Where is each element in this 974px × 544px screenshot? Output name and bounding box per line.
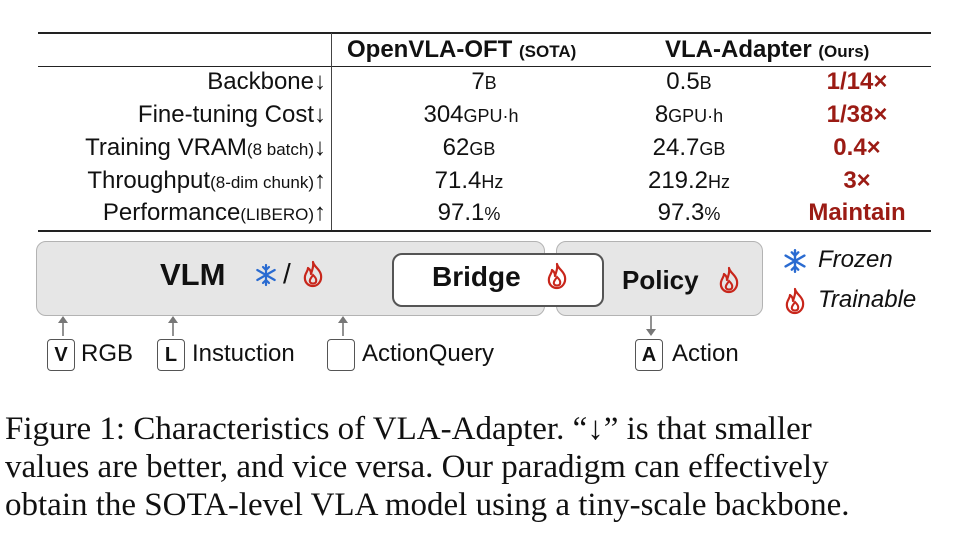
cell-unit: GB <box>469 139 496 159</box>
cell-vla-adapter-throughput <box>648 167 730 195</box>
figure-caption <box>5 410 970 524</box>
header-rule <box>38 66 931 67</box>
row-label-fine-tuning-cost <box>138 101 326 129</box>
vlm-slash: / <box>283 258 291 289</box>
legend-flame-icon <box>782 287 808 315</box>
cell-unit: Hz <box>708 172 731 192</box>
row-label-note: (8-dim chunk) <box>210 173 314 192</box>
cell-value: 71.4 <box>434 167 482 194</box>
header-vla-adapter <box>665 36 869 64</box>
row-arrow: ↓ <box>314 134 326 161</box>
cell-value: 62 <box>442 134 470 161</box>
column-divider <box>331 33 332 230</box>
rgb-label: RGB <box>81 340 134 367</box>
cell-unit: GPU·h <box>668 106 724 126</box>
row-arrow: ↓ <box>314 68 326 95</box>
flame-icon <box>716 266 742 294</box>
row-label-performance <box>103 199 326 227</box>
cell-value: 24.7 <box>652 134 700 161</box>
actionquery-tag <box>327 339 355 371</box>
actionquery-label: ActionQuery <box>362 340 495 367</box>
header-openvla-oft-name: OpenVLA-OFT <box>347 36 513 63</box>
ratio-fine-tuning-cost: 1/38× <box>826 101 888 128</box>
caption-line: values are better, and vice versa. Our paradigm can effectively <box>5 449 829 485</box>
cell-value: 97.1 <box>437 199 485 226</box>
row-label-text: Throughput <box>87 167 211 194</box>
action-tag: A <box>635 339 663 371</box>
cell-openvla-training-vram <box>443 134 496 162</box>
legend-snowflake-icon <box>782 248 808 274</box>
cell-value: 97.3 <box>657 199 705 226</box>
row-arrow: ↑ <box>314 199 326 226</box>
caption-line: Figure 1: Characteristics of VLA-Adapter. “↓” is that smaller <box>5 411 812 447</box>
header-vla-adapter-note: (Ours) <box>818 42 870 61</box>
row-label-note: (8 batch) <box>246 140 314 159</box>
cell-value: 7 <box>471 68 485 95</box>
cell-vla-adapter-performance <box>658 199 721 227</box>
rgb-tag: V <box>47 339 75 371</box>
cell-unit: GPU·h <box>463 106 519 126</box>
instruction-tag: L <box>157 339 185 371</box>
cell-openvla-performance <box>438 199 501 227</box>
row-label-text: Training VRAM <box>85 134 247 161</box>
cell-value: 0.5 <box>666 68 700 95</box>
ratio-training-vram: 0.4× <box>833 134 881 161</box>
cell-unit: % <box>484 204 501 224</box>
cell-unit: Hz <box>481 172 504 192</box>
cell-unit: B <box>484 73 497 93</box>
header-vla-adapter-name: VLA-Adapter <box>665 36 812 63</box>
ratio-throughput: 3× <box>843 167 871 194</box>
cell-vla-adapter-training-vram <box>653 134 726 162</box>
header-openvla-oft-note: (SOTA) <box>519 42 577 61</box>
input-arrow-actionquery <box>337 316 349 336</box>
cell-value: 304 <box>423 101 464 128</box>
snowflake-icon <box>254 263 278 287</box>
row-label-text: Performance <box>102 199 241 226</box>
ratio-performance: Maintain <box>808 199 906 226</box>
row-arrow: ↑ <box>314 167 326 194</box>
cell-unit: B <box>699 73 712 93</box>
policy-label: Policy <box>622 265 699 295</box>
flame-icon <box>544 262 570 290</box>
flame-icon <box>300 260 326 288</box>
action-label: Action <box>672 340 739 367</box>
cell-value: 219.2 <box>647 167 709 194</box>
row-label-throughput <box>87 167 326 195</box>
output-arrow-action <box>645 316 657 336</box>
input-arrow-instruction <box>167 316 179 336</box>
vlm-label: VLM <box>160 257 226 292</box>
row-label-note: (LIBERO) <box>240 205 314 224</box>
row-arrow: ↓ <box>314 101 326 128</box>
row-label-training-vram <box>85 134 326 162</box>
cell-openvla-throughput <box>435 167 504 195</box>
legend-frozen-label: Frozen <box>818 246 893 273</box>
header-openvla-oft <box>347 36 576 64</box>
legend-trainable-label: Trainable <box>818 286 917 313</box>
caption-line: obtain the SOTA-level VLA model using a tiny-scale backbone. <box>5 487 850 523</box>
bottom-rule <box>38 230 931 232</box>
row-label-text: Backbone <box>207 68 314 95</box>
row-label-backbone <box>207 68 326 96</box>
cell-vla-adapter-fine-tuning-cost <box>655 101 723 129</box>
row-label-text: Fine-tuning Cost <box>137 101 314 128</box>
instruction-label: Instuction <box>192 340 295 367</box>
cell-unit: % <box>704 204 721 224</box>
cell-openvla-backbone <box>471 68 496 96</box>
ratio-backbone: 1/14× <box>826 68 888 95</box>
cell-openvla-fine-tuning-cost <box>423 101 518 129</box>
cell-vla-adapter-backbone <box>666 68 711 96</box>
bridge-label: Bridge <box>432 261 521 292</box>
input-arrow-rgb <box>57 316 69 336</box>
cell-value: 8 <box>654 101 669 128</box>
top-rule <box>38 32 931 34</box>
cell-unit: GB <box>699 139 726 159</box>
